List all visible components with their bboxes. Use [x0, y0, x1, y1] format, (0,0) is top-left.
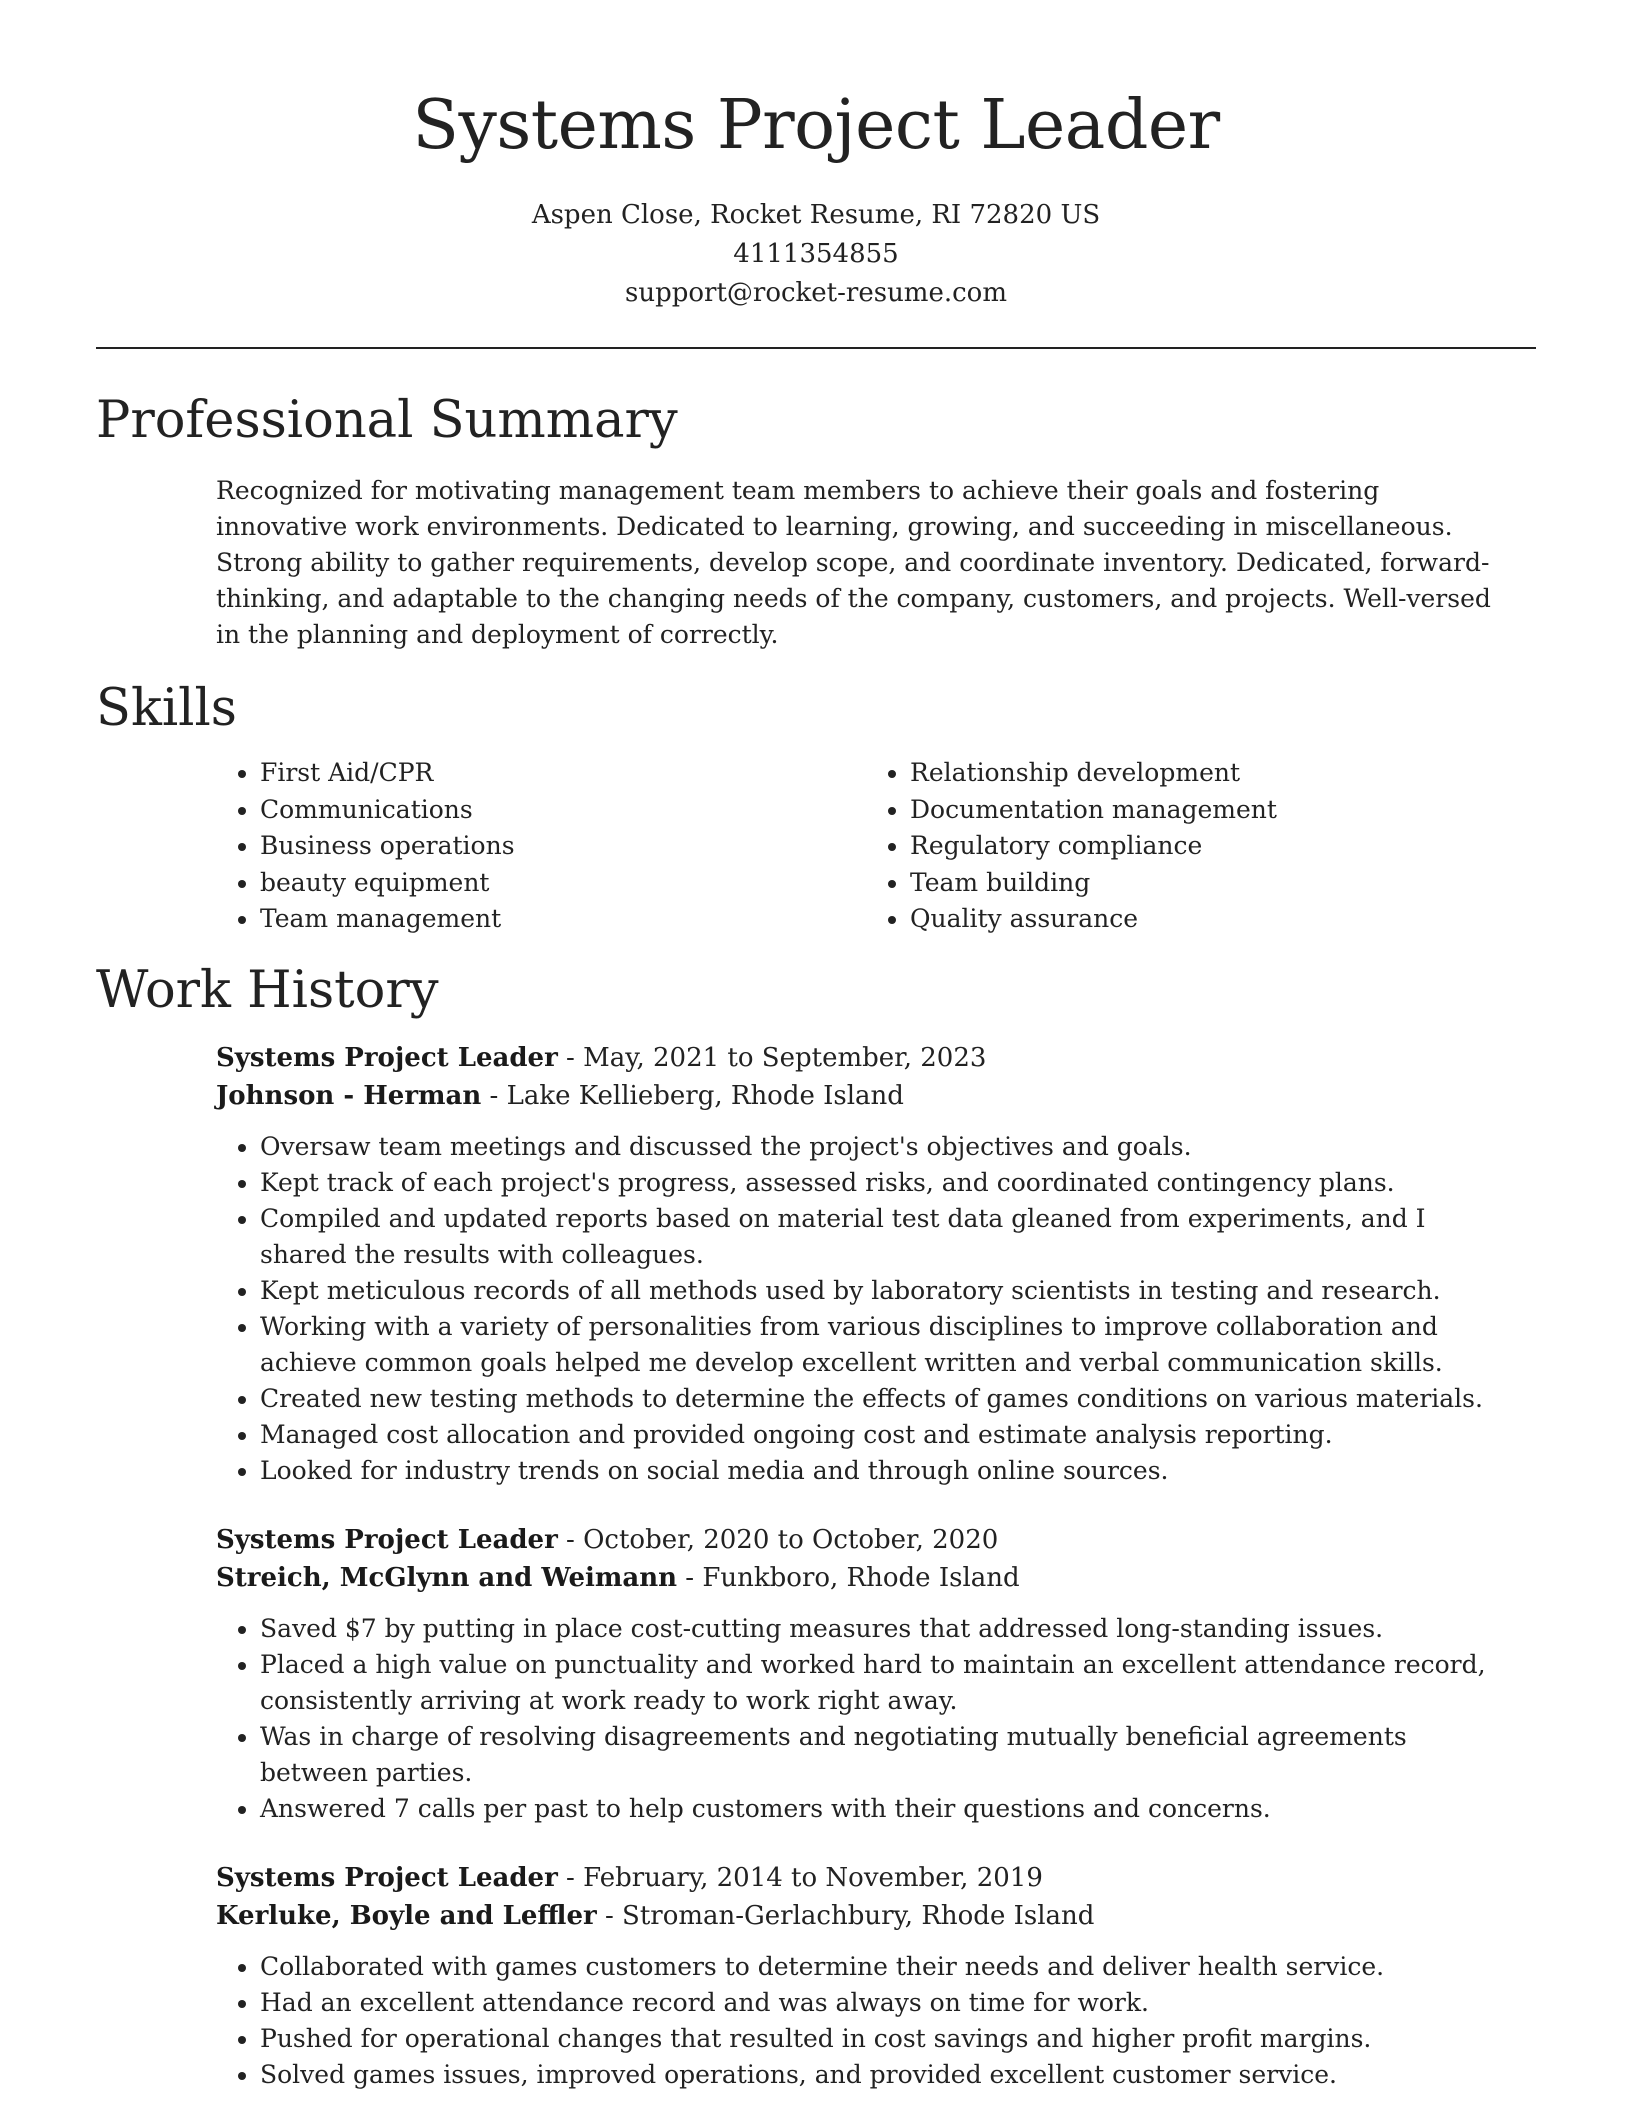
header-divider	[96, 347, 1536, 349]
job-bullet: • Compiled and updated reports based on material test data gleaned from experiments, and I shared the results with colleagues.	[260, 1201, 1516, 1273]
job-bullet: • Working with a variety of personalities from various disciplines to improve collaboration and achieve common goals helped me develop excellent written and verbal communication skills.	[260, 1309, 1516, 1381]
skill-item: • Team management	[260, 901, 866, 938]
contact-phone: 4111354855	[733, 239, 899, 269]
job-company: Johnson - Herman	[216, 1080, 482, 1111]
job-dates: - October, 2020 to October, 2020	[557, 1524, 999, 1555]
job-dates: - May, 2021 to September, 2023	[557, 1042, 987, 1073]
work-history-heading: Work History	[96, 960, 439, 1020]
job-bullets	[216, 1949, 1516, 2093]
job-bullet: • Pushed for operational changes that resulted in cost savings and higher profit margins.	[260, 2021, 1516, 2057]
resume-page	[96, 0, 1536, 2093]
resume-header	[96, 0, 1536, 313]
job-bullet: • Kept meticulous records of all methods used by laboratory scientists in testing and research.	[260, 1273, 1516, 1309]
job-company-line	[216, 1077, 1516, 1115]
job-bullet: • Answered 7 calls per past to help customers with their questions and concerns.	[260, 1791, 1516, 1827]
job-bullet: • Created new testing methods to determine the effects of games conditions on various materials.	[260, 1381, 1516, 1417]
job-title-line	[216, 1521, 1516, 1559]
job-company: Kerluke, Boyle and Leffler	[216, 1900, 597, 1931]
job-bullet: • Was in charge of resolving disagreements and negotiating mutually beneficial agreements between parties.	[260, 1719, 1516, 1791]
skill-item: • Team building	[910, 865, 1516, 902]
job-location: - Funkboro, Rhode Island	[677, 1562, 1020, 1593]
skills-heading: Skills	[96, 679, 237, 738]
skill-item: • Quality assurance	[910, 901, 1516, 938]
job-title-line	[216, 1039, 1516, 1077]
job-bullet: • Placed a high value on punctuality and worked hard to maintain an excellent attendance record, consistently arriving at work ready to work right away.	[260, 1647, 1516, 1719]
job-bullets	[216, 1611, 1516, 1827]
job-bullet: • Oversaw team meetings and discussed the project's objectives and goals.	[260, 1129, 1516, 1165]
job-dates: - February, 2014 to November, 2019	[557, 1862, 1043, 1893]
skill-item: • Regulatory compliance	[910, 828, 1516, 865]
job-bullet: • Looked for industry trends on social media and through online sources.	[260, 1453, 1516, 1489]
job-bullet: • Collaborated with games customers to determine their needs and deliver health service.	[260, 1949, 1516, 1985]
skill-item: • First Aid/CPR	[260, 755, 866, 792]
summary-text: Recognized for motivating management team members to achieve their goals and fostering innovative work environments. Dedicated to learning, growing, and succeeding in miscellaneous. Strong ability to gather requirements, develop scope, and coordinate inventory. Dedicated, forward-thinking, and adaptable to the changing needs of the company, customers, and projects. Well-versed in the planning and deployment of correctly.	[216, 476, 1491, 649]
job-location: - Lake Kellieberg, Rhode Island	[481, 1080, 904, 1111]
job-bullets	[216, 1129, 1516, 1489]
summary-heading: Professional Summary	[96, 391, 678, 450]
job-bullet: • Managed cost allocation and provided ongoing cost and estimate analysis reporting.	[260, 1417, 1516, 1453]
job-company-line	[216, 1559, 1516, 1597]
job-bullet: • Saved $7 by putting in place cost-cutting measures that addressed long-standing issues.	[260, 1611, 1516, 1647]
skill-item: • beauty equipment	[260, 865, 866, 902]
job-title: Systems Project Leader	[216, 1862, 558, 1893]
job-company-line	[216, 1897, 1516, 1935]
skill-item: • Documentation management	[910, 792, 1516, 829]
job-entry	[216, 1039, 1516, 1489]
contact-info	[96, 196, 1536, 313]
job-bullet: • Solved games issues, improved operations, and provided excellent customer service.	[260, 2057, 1516, 2093]
contact-email: support@rocket-resume.com	[624, 278, 1007, 308]
job-entry	[216, 1521, 1516, 1827]
skills-column-right	[866, 755, 1516, 938]
skills-list	[216, 755, 1516, 938]
job-company: Streich, McGlynn and Weimann	[216, 1562, 678, 1593]
contact-address: Aspen Close, Rocket Resume, RI 72820 US	[531, 200, 1101, 230]
job-title: Systems Project Leader	[216, 1042, 558, 1073]
job-location: - Stroman-Gerlachbury, Rhode Island	[596, 1900, 1095, 1931]
job-entry	[216, 1859, 1516, 2093]
job-bullet: • Had an excellent attendance record and was always on time for work.	[260, 1985, 1516, 2021]
skill-item: • Communications	[260, 792, 866, 829]
skill-item: • Business operations	[260, 828, 866, 865]
skill-item: • Relationship development	[910, 755, 1516, 792]
job-title: Systems Project Leader	[216, 1524, 558, 1555]
job-title-line	[216, 1859, 1516, 1897]
candidate-name: Systems Project Leader	[412, 86, 1220, 165]
job-bullet: • Kept track of each project's progress, assessed risks, and coordinated contingency plans.	[260, 1165, 1516, 1201]
skills-column-left	[216, 755, 866, 938]
